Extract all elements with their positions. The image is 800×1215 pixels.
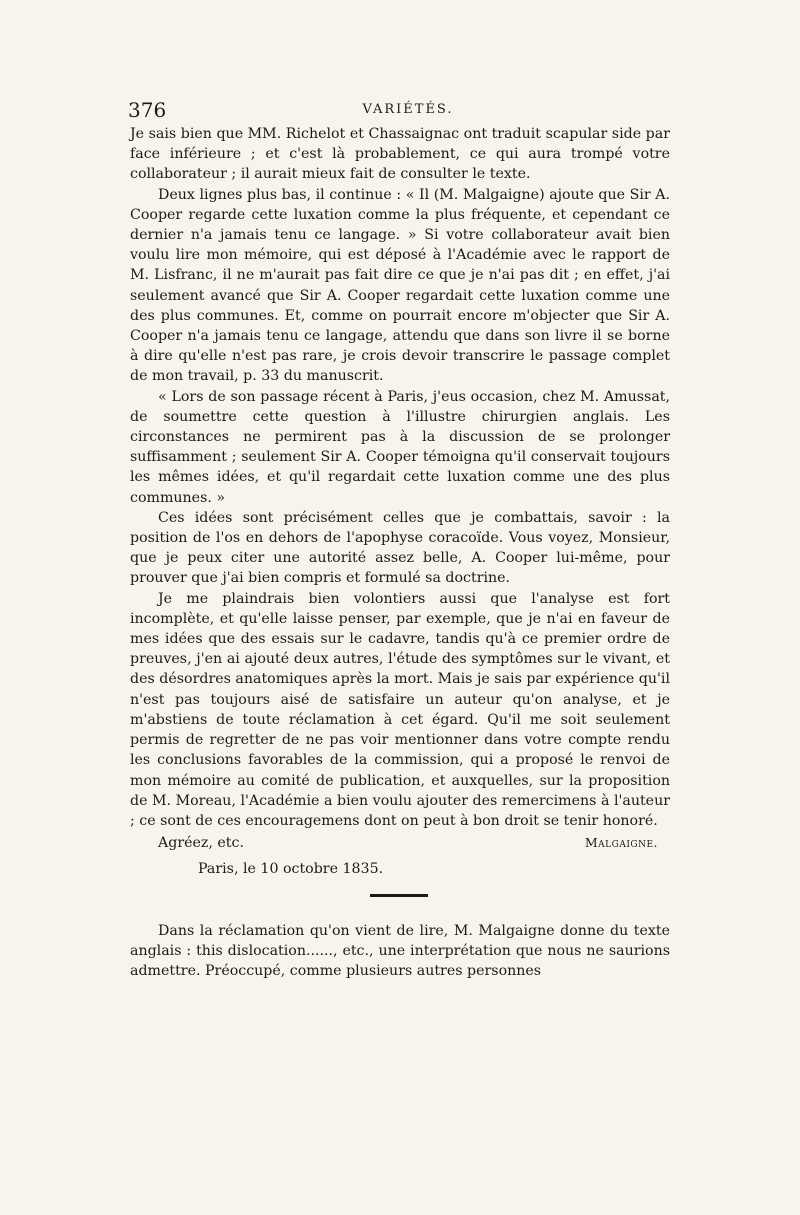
page-body bbox=[130, 124, 670, 981]
paragraph-2: Deux lignes plus bas, il continue : « Il (M. Malgaigne) ajoute que Sir A. Cooper regarde cette luxation comme la plus fréquente, et cependant ce dernier n'a jamais tenu ce langage. » Si votre collaborateur avait bien voulu lire mon mémoire, qui est déposé à l'Académie avec le rapport de M. Lisfranc, il ne m'aurait pas fait dire ce que je n'ai pas dit ; en effet, j'ai seulement avancé que Sir A. Cooper regardait cette luxation comme une des plus communes. Et, comme on pourrait encore m'objecter que Sir A. Cooper n'a jamais tenu ce langage, attendu que dans son livre il se borne à dire qu'elle n'est pas rare, je crois devoir transcrire le passage complet de mon travail, p. 33 du manuscrit. bbox=[130, 186, 670, 385]
section-divider bbox=[370, 894, 428, 897]
author-signature: Malgaigne. bbox=[584, 835, 658, 851]
paragraph-1: Je sais bien que MM. Richelot et Chassaignac ont traduit scapular side par face inférieure ; et c'est là probablement, ce qui aura trompé votre collaborateur ; il aurait mieux fait de consulter le texte. bbox=[130, 126, 670, 183]
signature-line bbox=[130, 833, 670, 853]
quotation-paragraph: « Lors de son passage récent à Paris, j'eus occasion, chez M. Amussat, de soumettre cette question à l'illustre chirurgien anglais. Les circonstances ne permirent pas à la discussion de se prolonger suffisamment ; seulement Sir A. Cooper témoigna qu'il conservait toujours les mêmes idées, et qu'il regardait cette luxation comme une des plus communes. » bbox=[130, 388, 670, 506]
page-number: 376 bbox=[128, 98, 167, 122]
editor-note: Dans la réclamation qu'on vient de lire, M. Malgaigne donne du texte anglais : this dislocation......, etc., une interprétation que nous ne saurions admettre. Préoccupé, comme plusieurs autres personnes bbox=[130, 922, 670, 979]
paragraph-5: Je me plaindrais bien volontiers aussi que l'analyse est fort incomplète, et qu'elle laisse penser, par exemple, que je n'ai en faveur de mes idées que des essais sur le cadavre, tandis qu'à ce premier ordre de preuves, j'en ai ajouté deux autres, l'étude des symptômes sur le vivant, et des désordres anatomiques après la mort. Mais je sais par expérience qu'il n'est pas toujours aisé de satisfaire un auteur qu'on analyse, et je m'abstiens de toute réclamation à cet égard. Qu'il me soit seulement permis de regretter de ne pas voir mentionner dans votre compte rendu les conclusions favorables de la commission, qui a proposé le renvoi de mon mémoire au comité de publication, et auxquelles, sur la proposition de M. Moreau, l'Académie a bien voulu ajouter des remercimens à l'auteur ; ce sont de ces encouragemens dont on peut à bon droit se tenir honoré. bbox=[130, 590, 670, 829]
date-line: Paris, le 10 octobre 1835. bbox=[198, 861, 384, 878]
page-header bbox=[128, 98, 688, 126]
paragraph-4: Ces idées sont précisément celles que je combattais, savoir : la position de l'os en dehors de l'apophyse coracoïde. Vous voyez, Monsieur, que je peux citer une autorité assez belle, A. Cooper lui-même, pour prouver que j'ai bien compris et formulé sa doctrine. bbox=[130, 509, 670, 587]
running-title: VARIÉTÉS. bbox=[362, 102, 454, 117]
salutation: Agréez, etc. bbox=[158, 835, 244, 852]
